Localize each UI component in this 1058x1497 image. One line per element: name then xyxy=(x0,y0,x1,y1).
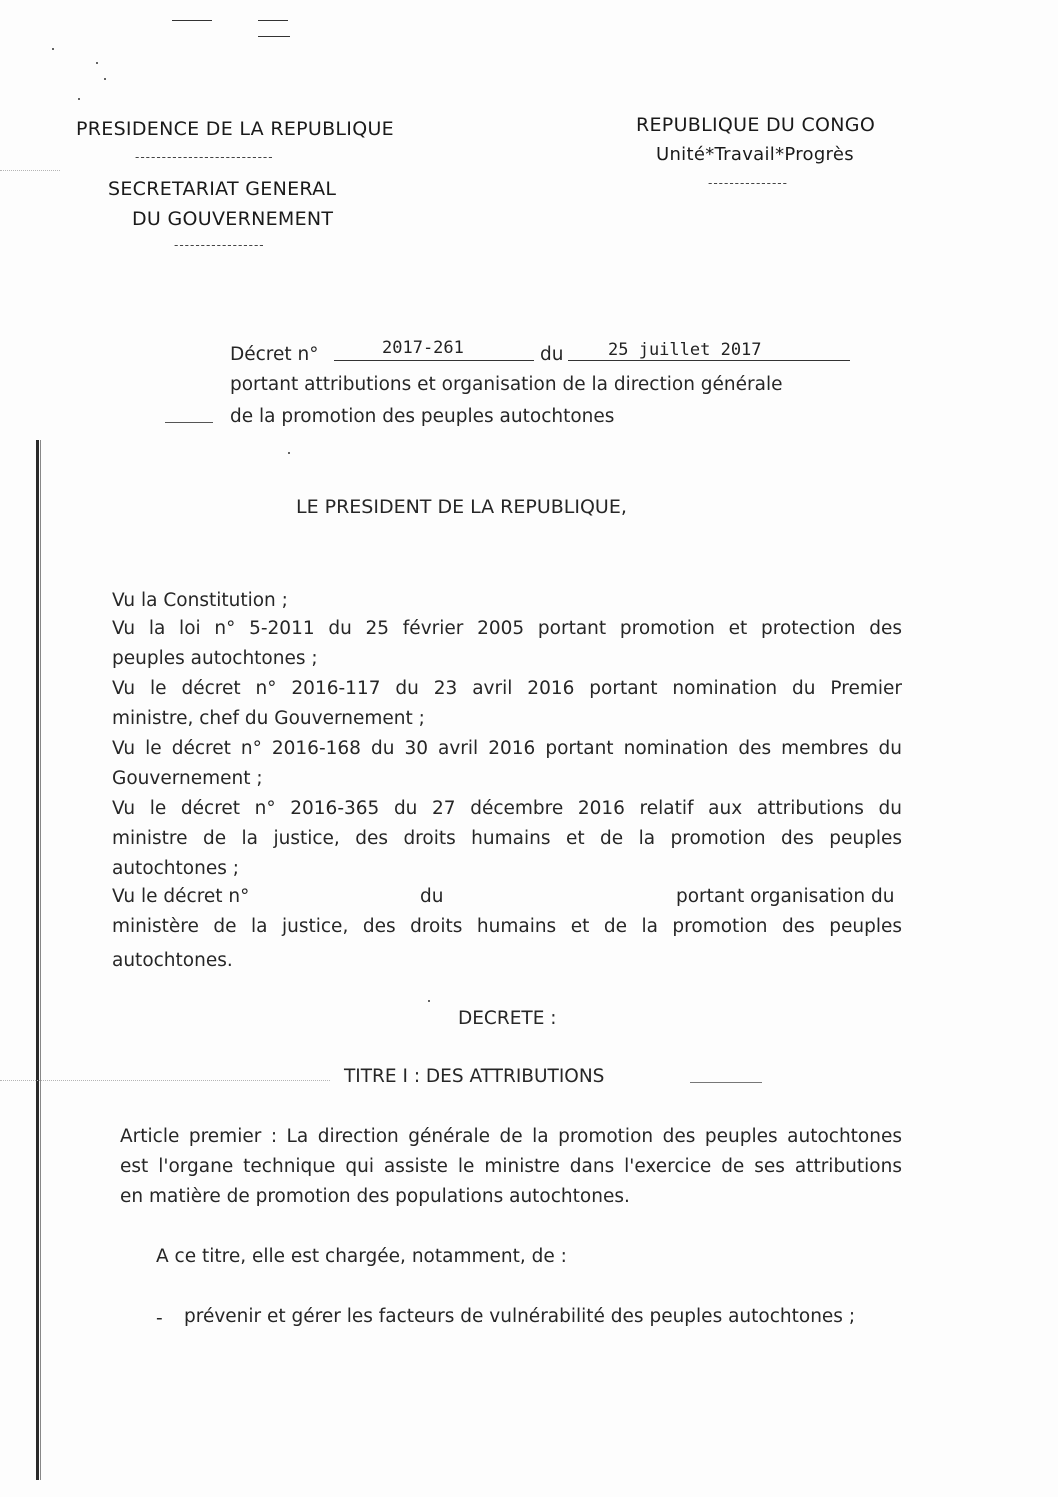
consideration-decree-168-line2: Gouvernement ; xyxy=(112,768,263,789)
decree-date-underline xyxy=(568,360,850,361)
scan-mark xyxy=(172,20,212,21)
consideration-decree-168-line1: Vu le décret n° 2016-168 du 30 avril 2016 portant nomination des membres du xyxy=(112,738,902,759)
president-heading: LE PRESIDENT DE LA REPUBLIQUE, xyxy=(296,496,627,518)
presidency-heading: PRESIDENCE DE LA REPUBLIQUE xyxy=(76,118,394,140)
scan-edge-line xyxy=(36,440,39,1480)
consideration-pending-part1: Vu le décret n° xyxy=(112,886,250,907)
consideration-decree-117-line1: Vu le décret n° 2016-117 du 23 avril 2016 portant nomination du Premier xyxy=(112,678,902,699)
title-mark xyxy=(690,1082,762,1083)
scan-speck xyxy=(96,62,98,64)
scan-mark xyxy=(258,36,290,37)
republic-motto: Unité*Travail*Progrès xyxy=(656,144,854,165)
decree-date-label: du xyxy=(540,344,564,365)
decree-number-underline xyxy=(334,360,534,361)
consideration-pending-line3: autochtones. xyxy=(112,950,233,971)
consideration-decree-117-line2: ministre, chef du Gouvernement ; xyxy=(112,708,425,729)
secretariat-heading-line1: SECRETARIAT GENERAL xyxy=(108,178,337,200)
article-one-intro: A ce titre, elle est chargée, notamment, de : xyxy=(156,1246,567,1267)
scan-speck xyxy=(104,78,106,80)
article-one-line1: Article premier : La direction générale de la promotion des peuples autochtones xyxy=(120,1126,902,1147)
decree-subject-line1: portant attributions et organisation de la direction générale xyxy=(230,374,783,395)
secretariat-heading-line2: DU GOUVERNEMENT xyxy=(132,208,334,230)
decree-number: 2017-261 xyxy=(382,338,464,358)
bullet-dash: - xyxy=(156,1308,163,1329)
consideration-decree-365-line3: autochtones ; xyxy=(112,858,239,879)
consideration-decree-365-line1: Vu le décret n° 2016-365 du 27 décembre 2016 relatif aux attributions du xyxy=(112,798,902,819)
header-right-separator: --------------- xyxy=(708,176,788,190)
consideration-law-line1: Vu la loi n° 5-2011 du 25 février 2005 portant promotion et protection des xyxy=(112,618,902,639)
scan-dotted-line xyxy=(0,170,60,171)
decree-label: Décret n° xyxy=(230,344,319,365)
consideration-pending-part3: portant organisation du xyxy=(676,886,895,907)
article-one-line3: en matière de promotion des populations autochtones. xyxy=(120,1186,630,1207)
article-one-line2: est l'organe technique qui assiste le ministre dans l'exercice de ses attributions xyxy=(120,1156,902,1177)
title-one-heading: TITRE I : DES ATTRIBUTIONS xyxy=(344,1066,605,1087)
scan-speck xyxy=(428,1000,430,1002)
scan-speck xyxy=(288,452,290,454)
consideration-constitution: Vu la Constitution ; xyxy=(112,590,288,611)
republic-heading: REPUBLIQUE DU CONGO xyxy=(636,114,876,136)
scan-speck xyxy=(78,98,80,100)
margin-mark xyxy=(165,422,213,423)
decrees-heading: DECRETE : xyxy=(458,1008,557,1029)
scan-mark xyxy=(258,20,288,21)
scan-dotted-line xyxy=(0,1080,330,1081)
consideration-pending-line2: ministère de la justice, des droits humains et de la promotion des peuples xyxy=(112,916,902,937)
consideration-decree-365-line2: ministre de la justice, des droits humains et de la promotion des peuples xyxy=(112,828,902,849)
header-left-separator: -------------------------- xyxy=(135,150,274,164)
header-left-separator-2: ----------------- xyxy=(174,238,265,252)
decree-date: 25 juillet 2017 xyxy=(608,340,762,360)
scan-edge-line-faint xyxy=(40,440,41,1480)
bullet-item: prévenir et gérer les facteurs de vulnérabilité des peuples autochtones ; xyxy=(184,1306,856,1327)
consideration-pending-part2: du xyxy=(420,886,444,907)
scan-speck xyxy=(52,48,54,50)
decree-subject-line2: de la promotion des peuples autochtones xyxy=(230,406,615,427)
consideration-law-line2: peuples autochtones ; xyxy=(112,648,318,669)
